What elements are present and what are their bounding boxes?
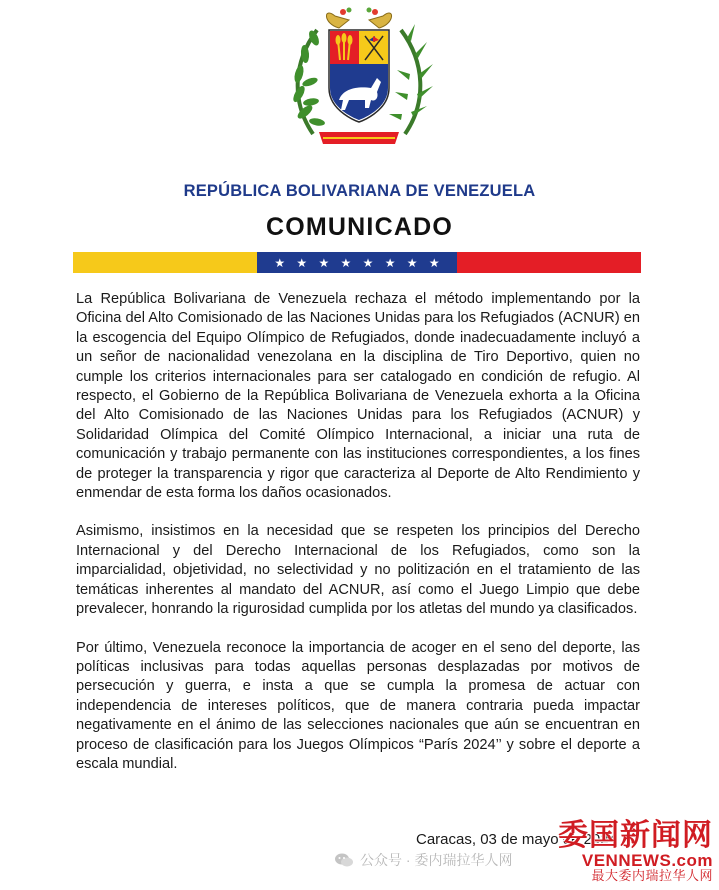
page-title: COMUNICADO xyxy=(266,213,453,241)
flag-stripe xyxy=(73,252,641,273)
place-date-signoff: Caracas, 03 de mayo de 2024 xyxy=(416,831,617,848)
brand-domain: VENNEWS.com xyxy=(581,851,713,870)
flag-star-icon: ★ xyxy=(340,255,352,270)
brand-tagline: 最大委内瑞拉华人网 xyxy=(591,869,713,884)
flag-star-icon: ★ xyxy=(318,255,330,270)
communique-body xyxy=(76,290,640,793)
wechat-watermark xyxy=(334,848,512,872)
flag-star-icon: ★ xyxy=(384,255,396,270)
paragraph-1: La República Bolivariana de Venezuela rechaza el método implementando por la Oficina del Alto Comisionado de las Naciones Unidas para los Refugiados (ACNUR) en la escogencia del Equipo Olímpico de Refugiados, donde inadecuadamente incluyó a un señor de nacionalidad venezolana en la disciplina de Tiro Deportivo, quien no cumple los criterios internacionales para ser catalogado en condición de refugio. Al respecto, el Gobierno de la República Bolivariana de Venezuela exhorta a la Oficina del Alto Comisionado de las Naciones Unidas para los Refugiados (ACNUR) y Solidaridad Olímpica del Comité Olímpico Internacional, a iniciar una ruta de comunicación y trabajo permanente con las instituciones correspondientes, a los fines de proteger la transparencia y rigor que caracteriza al Deporte de Alto Rendimiento y enmendar de esta forma los daños ocasionados. xyxy=(76,291,640,502)
wechat-icon xyxy=(334,852,354,868)
flag-star-icon: ★ xyxy=(274,255,286,270)
republic-heading: REPÚBLICA BOLIVARIANA DE VENEZUELA xyxy=(183,182,536,200)
wechat-label: 公众号 · 委内瑞拉华人网 xyxy=(360,852,513,868)
coat-of-arms-icon xyxy=(283,2,435,150)
flag-red-band xyxy=(457,252,641,273)
flag-star-icon: ★ xyxy=(362,255,374,270)
flag-star-icon: ★ xyxy=(296,255,308,270)
flag-star-icon: ★ xyxy=(428,255,440,270)
flag-star-icon: ★ xyxy=(406,255,418,270)
flag-yellow-band xyxy=(73,252,257,273)
paragraph-2: Asimismo, insistimos en la necesidad que se respeten los principios del Derecho Internacional y del Derecho Internacional de los Refugiados, como son la imparcialidad, objetividad, no selectividad y no politización en el tratamiento de las temáticas inherentes al mandato del ACNUR, así como el Juego Limpio que debe prevalecer, honrando la rigurosidad cumplida por los atletas del mundo ya clasificados. xyxy=(76,523,640,618)
paragraph-3: Por último, Venezuela reconoce la importancia de acoger en el seno del deporte, las políticas inclusivas para todas aquellas personas desplazadas por motivos de persecución y guerra, e insta a que se cumpla la promesa de actuar con independencia de intereses políticos, que de manera contraria pueda impactar negativamente en el ánimo de las selecciones nacionales que aún se encuentran en proceso de clasificación para los Juegos Olímpicos “París 2024’’ y sobre el deporte a escala mundial. xyxy=(76,639,640,772)
brand-name-cn: 委国新闻网 xyxy=(558,818,713,853)
brand-watermark xyxy=(541,820,713,886)
flag-blue-band xyxy=(257,252,457,273)
